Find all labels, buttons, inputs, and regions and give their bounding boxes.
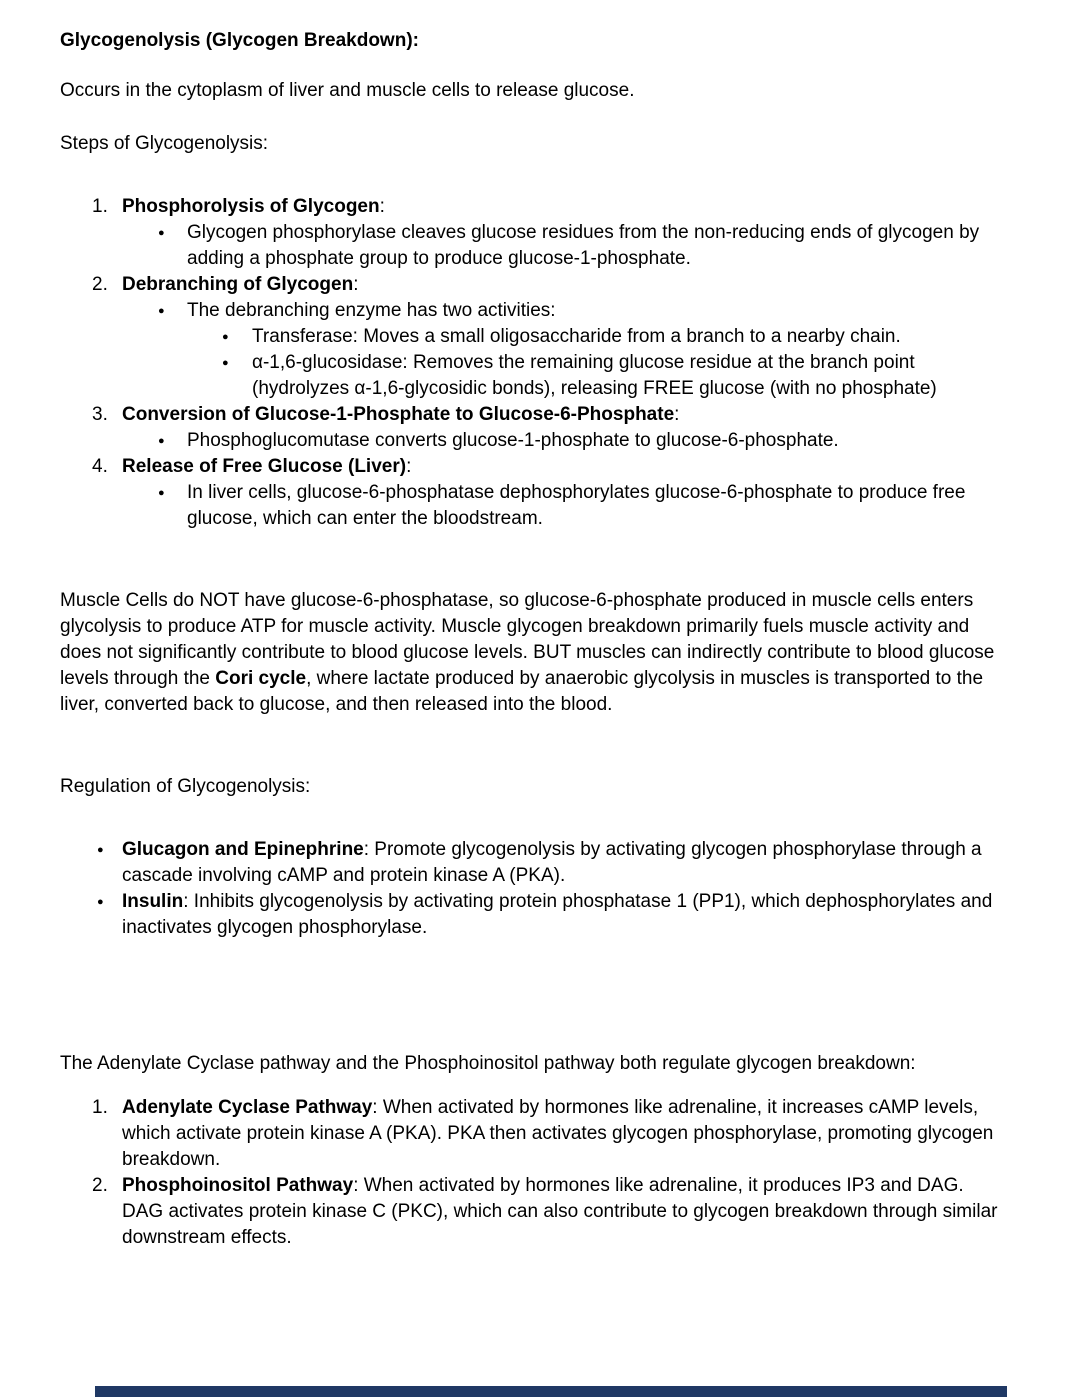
regulation-item <box>60 889 1010 941</box>
step-item <box>60 402 1010 428</box>
regulation-item-text: Glucagon and Epinephrine: Promote glycogenolysis by activating glycogen phosphorylase through a cascade involving cAMP and protein kinase A (PKA). <box>122 839 982 886</box>
step-number: 3. <box>92 404 108 425</box>
sub-bullet-text: α-1,6-glucosidase: Removes the remaining glucose residue at the branch point (hydrolyzes α-1,6-glycosidic bonds), releasing FREE glucose (with no phosphate) <box>252 352 937 399</box>
bullet-icon: ● <box>158 487 165 499</box>
step-item <box>60 454 1010 480</box>
step-title: Release of Free Glucose (Liver): <box>122 456 412 477</box>
pathway-item-text: Phosphoinositol Pathway: When activated by hormones like adrenaline, it produces IP3 and DAG. DAG activates protein kinase C (PKC), which can also contribute to glycogen breakdown through similar downstream effects. <box>122 1175 998 1248</box>
steps-heading: Steps of Glycogenolysis: <box>60 133 269 154</box>
step-title: Debranching of Glycogen: <box>122 274 359 295</box>
document-title: Glycogenolysis (Glycogen Breakdown): <box>60 30 419 51</box>
regulation-item <box>60 837 1010 889</box>
pathways-intro-paragraph: The Adenylate Cyclase pathway and the Phosphoinositol pathway both regulate glycogen breakdown: <box>60 1053 916 1074</box>
bullet-item <box>60 298 1010 324</box>
muscle-paragraph: Muscle Cells do NOT have glucose-6-phosphatase, so glucose-6-phosphate produced in muscle cells enters glycolysis to produce ATP for muscle activity. Muscle glycogen breakdown primarily fuels muscle activity and does not significantly contribute to blood glucose levels. BUT muscles can indirectly contribute to blood glucose levels through the Cori cycle, where lactate produced by anaerobic glycolysis in muscles is transported to the liver, converted back to glucose, and then released into the blood. <box>60 590 995 715</box>
pathway-number: 1. <box>92 1097 108 1118</box>
pathway-item-text: Adenylate Cyclase Pathway: When activated by hormones like adrenaline, it increases cAMP levels, which activate protein kinase A (PKA). PKA then activates glycogen phosphorylase, promoting glycogen breakdown. <box>122 1097 994 1170</box>
bullet-icon: ● <box>97 896 104 908</box>
pathway-item <box>60 1095 1010 1173</box>
intro-paragraph: Occurs in the cytoplasm of liver and muscle cells to release glucose. <box>60 80 635 101</box>
bullet-icon: ● <box>158 435 165 447</box>
step-number: 4. <box>92 456 108 477</box>
regulation-heading: Regulation of Glycogenolysis: <box>60 776 311 797</box>
steps-list <box>60 194 1010 532</box>
bullet-icon: ● <box>97 844 104 856</box>
step-title: Phosphorolysis of Glycogen: <box>122 196 385 217</box>
bullet-item <box>60 220 1010 272</box>
bullet-text: The debranching enzyme has two activities: <box>187 300 556 321</box>
regulation-item-text: Insulin: Inhibits glycogenolysis by activating protein phosphatase 1 (PP1), which dephosphorylates and inactivates glycogen phosphorylase. <box>122 891 993 938</box>
bullet-icon: ● <box>158 227 165 239</box>
bullet-text: Phosphoglucomutase converts glucose-1-phosphate to glucose-6-phosphate. <box>187 430 839 451</box>
bullet-icon: ● <box>158 305 165 317</box>
step-title: Conversion of Glucose-1-Phosphate to Glucose-6-Phosphate: <box>122 404 680 425</box>
sub-bullet-text: Transferase: Moves a small oligosaccharide from a branch to a nearby chain. <box>252 326 901 347</box>
step-number: 2. <box>92 274 108 295</box>
bullet-item <box>60 428 1010 454</box>
step-item <box>60 194 1010 220</box>
bullet-icon: ● <box>222 331 229 343</box>
pathway-number: 2. <box>92 1175 108 1196</box>
step-number: 1. <box>92 196 108 217</box>
sub-bullet-item <box>60 350 1010 402</box>
page-bottom-bar <box>95 1386 1007 1397</box>
pathway-item <box>60 1173 1010 1251</box>
regulation-list <box>60 837 1010 941</box>
step-item <box>60 272 1010 298</box>
sub-bullet-item <box>60 324 1010 350</box>
bullet-text: In liver cells, glucose-6-phosphatase dephosphorylates glucose-6-phosphate to produce free glucose, which can enter the bloodstream. <box>187 482 966 529</box>
pathways-list <box>60 1095 1010 1251</box>
bullet-item <box>60 480 1010 532</box>
bullet-text: Glycogen phosphorylase cleaves glucose residues from the non-reducing ends of glycogen by adding a phosphate group to produce glucose-1-phosphate. <box>187 222 980 269</box>
bullet-icon: ● <box>222 357 229 369</box>
